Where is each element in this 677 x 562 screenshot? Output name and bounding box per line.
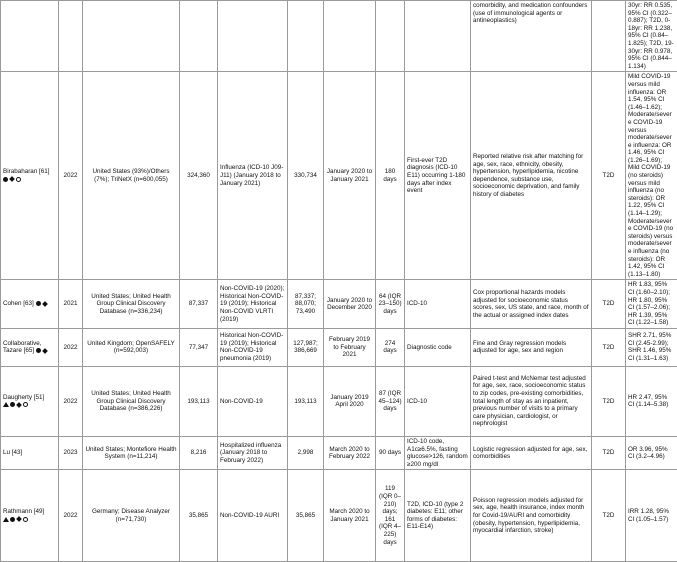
methods-cell: comorbidity, and medication confounders (use of immunological agents or antineoplastics) — [471, 1, 592, 72]
cases-cell: 77,347 — [180, 328, 218, 366]
outcome-cell: T2D — [592, 72, 626, 280]
study-cell — [1, 436, 59, 469]
year-cell: 2023 — [59, 436, 83, 469]
study-name: Rathmann [49] — [3, 508, 44, 515]
study-cell — [1, 280, 59, 329]
controls-cell: 127,987; 386,669 — [288, 328, 324, 366]
diamond-icon — [16, 402, 22, 408]
methods-cell: Fine and Gray regression models adjusted for age, sex and region — [471, 328, 592, 366]
ring-icon — [16, 177, 21, 182]
outcome-cell: T2D — [592, 436, 626, 469]
study-icons — [3, 177, 21, 182]
setting-cell: United States; Montefiore Health System (n=11,214) — [83, 436, 180, 469]
triangle-icon — [3, 517, 9, 522]
results-cell: Mild COVID-19 versus mild influenza: OR 1.54, 95% CI (1.46–1.62); Moderate/severe COVID-19 versus moderate/severe influenza: OR 1.46, 95% CI (1.26–1.69); Mild COVID-19 (no steroids) versus mild influenza (no steroids): OR 1.22, 95% CI (1.14–1.29); Moderate/severe COVID-19 (no steroids) versus moderate/severe influenza (no steroids): OR 1.42, 95% CI (1.13–1.80) — [626, 72, 677, 280]
circle-icon — [36, 348, 41, 353]
followup-cell: 274 days — [376, 328, 405, 366]
cases-cell: 87,337 — [180, 280, 218, 329]
study-cell — [1, 328, 59, 366]
methods-cell: Reported relative risk after matching for age, sex, race, ethnicity, obesity, hypertension, hyperlipidemia, nicotine dependence, substance use, socioeconomic deprivation, and family history of diabetes — [471, 72, 592, 280]
diamond-icon — [42, 301, 48, 307]
comparator-cell: Non-COVID-19 (2020); Historical Non-COVID-19 (2019); Historical Non-COVID VLRTI (2019) — [218, 280, 288, 329]
diamond-icon — [42, 348, 48, 354]
year-cell: 2022 — [59, 72, 83, 280]
methods-cell: Paired t-test and McNemar test adjusted for age, sex, race, socioeconomic status to zip codes, pre-existing comorbidities, total length of stay as an inpatient, previous number of visits to a primary care physician, cardiologist, or nephrologist — [471, 366, 592, 436]
setting-cell: United States; United Health Group Clinical Discovery Database (n=336,234) — [83, 280, 180, 329]
comparator-cell: Hospitalized influenza (January 2018 to February 2022) — [218, 436, 288, 469]
study-name: Daugherty [51] — [3, 394, 44, 401]
circle-icon — [10, 402, 15, 407]
results-cell: 30yr: RR 0.535, 95% CI (0.322–0.887); T2D, 0-18yr: RR 1.238, 95% CI (0.84–1.825); T2D, 19-30yr: RR 0.978, 95% CI (0.844–1.134) — [626, 1, 677, 72]
study-cell — [1, 366, 59, 436]
controls-cell: 330,734 — [288, 72, 324, 280]
outcome-cell: T2D — [592, 366, 626, 436]
study-name: Birabaharan [61] — [3, 168, 50, 175]
comparator-cell: Non-COVID-19 — [218, 366, 288, 436]
comparator-cell: Historical Non-COVID-19 (2019); Historical Non-COVID-19 pneumonia (2019) — [218, 328, 288, 366]
results-cell: HR 1.83, 95% CI (1.60–2.10); HR 1.80, 95% CI (1.57–2.06); HR 1.39, 95% CI (1.22–1.58) — [626, 280, 677, 329]
triangle-icon — [3, 402, 9, 407]
study-name: Lu [43] — [3, 449, 22, 456]
ring-icon — [23, 517, 28, 522]
comparator-cell: Non-COVID-19 AURI — [218, 470, 288, 562]
results-cell: SHR 2.71, 95% CI (2.45-2.99); SHR 1.46, 95% CI (1.31–1.63) — [626, 328, 677, 366]
methods-cell: Logistic regression adjusted for age, sex, comorbidities — [471, 436, 592, 469]
year-cell: 2021 — [59, 280, 83, 329]
study-cell — [1, 72, 59, 280]
followup-cell: 90 days — [376, 436, 405, 469]
study-name: Cohen [63] — [3, 300, 34, 307]
comparator-cell: Influenza (ICD-10 J09-J11) (January 2018 to January 2021) — [218, 72, 288, 280]
period-cell: January 2020 to December 2020 — [324, 280, 376, 329]
setting-cell: Germany; Disease Analyzer (n=71,730) — [83, 470, 180, 562]
definition-cell: First-ever T2D diagnosis (ICD-10 E11) occurring 1-180 days after index event — [405, 72, 471, 280]
results-cell: HR 2.47, 95% CI (1.14–5.38) — [626, 366, 677, 436]
table-row — [1, 280, 677, 329]
results-cell: OR 3.96, 95% CI (3.2–4.96) — [626, 436, 677, 469]
followup-cell: 64 (IQR 23–150) days — [376, 280, 405, 329]
setting-cell: United States (93%)/Others (7%); TriNetX (n=600,055) — [83, 72, 180, 280]
study-icons — [36, 348, 48, 353]
period-cell: March 2020 to February 2022 — [324, 436, 376, 469]
study-name: Collaborative, Tazare [65] — [3, 340, 42, 355]
controls-cell: 35,865 — [288, 470, 324, 562]
circle-icon — [10, 517, 15, 522]
year-cell: 2022 — [59, 366, 83, 436]
diamond-icon — [16, 516, 22, 522]
followup-cell: 87 (IQR 45–124) days — [376, 366, 405, 436]
cases-cell: 35,865 — [180, 470, 218, 562]
period-cell: March 2020 to January 2021 — [324, 470, 376, 562]
study-cell — [1, 470, 59, 562]
study-icons — [3, 517, 28, 522]
study-icons — [3, 402, 28, 407]
year-cell: 2022 — [59, 328, 83, 366]
setting-cell: United States; United Health Group Clinical Discovery Database (n=386,226) — [83, 366, 180, 436]
table-row-continued — [1, 1, 677, 72]
methods-cell: Poisson regression models adjusted for sex, age, health insurance, index month for Covid-19/AURI and comorbidity (obesity, hypertension, hyperlipidemia, myocardial infarction, stroke) — [471, 470, 592, 562]
results-cell: IRR 1.28, 95% CI (1.05–1.57) — [626, 470, 677, 562]
table-row — [1, 328, 677, 366]
period-cell: January 2019 April 2020 — [324, 366, 376, 436]
outcome-cell: T2D — [592, 328, 626, 366]
followup-cell: 119 (IQR 0–210) days; 161 (IQR 4–225) days — [376, 470, 405, 562]
methods-cell: Cox proportional hazards models adjusted for socioeconomic status scores, sex, US state, and race, month of the actual or assigned index dates — [471, 280, 592, 329]
setting-cell: United Kingdom; OpenSAFELY (n=592,003) — [83, 328, 180, 366]
outcome-cell: T2D — [592, 470, 626, 562]
definition-cell: ICD-10 — [405, 366, 471, 436]
table-row — [1, 470, 677, 562]
definition-cell: ICD-10 — [405, 280, 471, 329]
cases-cell: 324,360 — [180, 72, 218, 280]
year-cell: 2022 — [59, 470, 83, 562]
period-cell: February 2019 to February 2021 — [324, 328, 376, 366]
ring-icon — [23, 402, 28, 407]
cases-cell: 193,113 — [180, 366, 218, 436]
controls-cell: 193,113 — [288, 366, 324, 436]
definition-cell: ICD-10 code, A1c≥6.5%, fasting glucose>126, random ≥200 mg/dl — [405, 436, 471, 469]
cases-cell: 8,216 — [180, 436, 218, 469]
table-row — [1, 72, 677, 280]
followup-cell: 180 days — [376, 72, 405, 280]
study-icons — [36, 301, 48, 306]
controls-cell: 87,337; 88,070; 73,490 — [288, 280, 324, 329]
diamond-icon — [9, 176, 15, 182]
definition-cell: T2D, ICD-10 (type 2 diabetes: E11; other forms of diabetes: E11-E14) — [405, 470, 471, 562]
outcome-cell: T2D — [592, 280, 626, 329]
circle-icon — [3, 177, 8, 182]
controls-cell: 2,998 — [288, 436, 324, 469]
definition-cell: Diagnostic code — [405, 328, 471, 366]
table-row — [1, 366, 677, 436]
period-cell: January 2020 to January 2021 — [324, 72, 376, 280]
table-row — [1, 436, 677, 469]
circle-icon — [36, 301, 41, 306]
